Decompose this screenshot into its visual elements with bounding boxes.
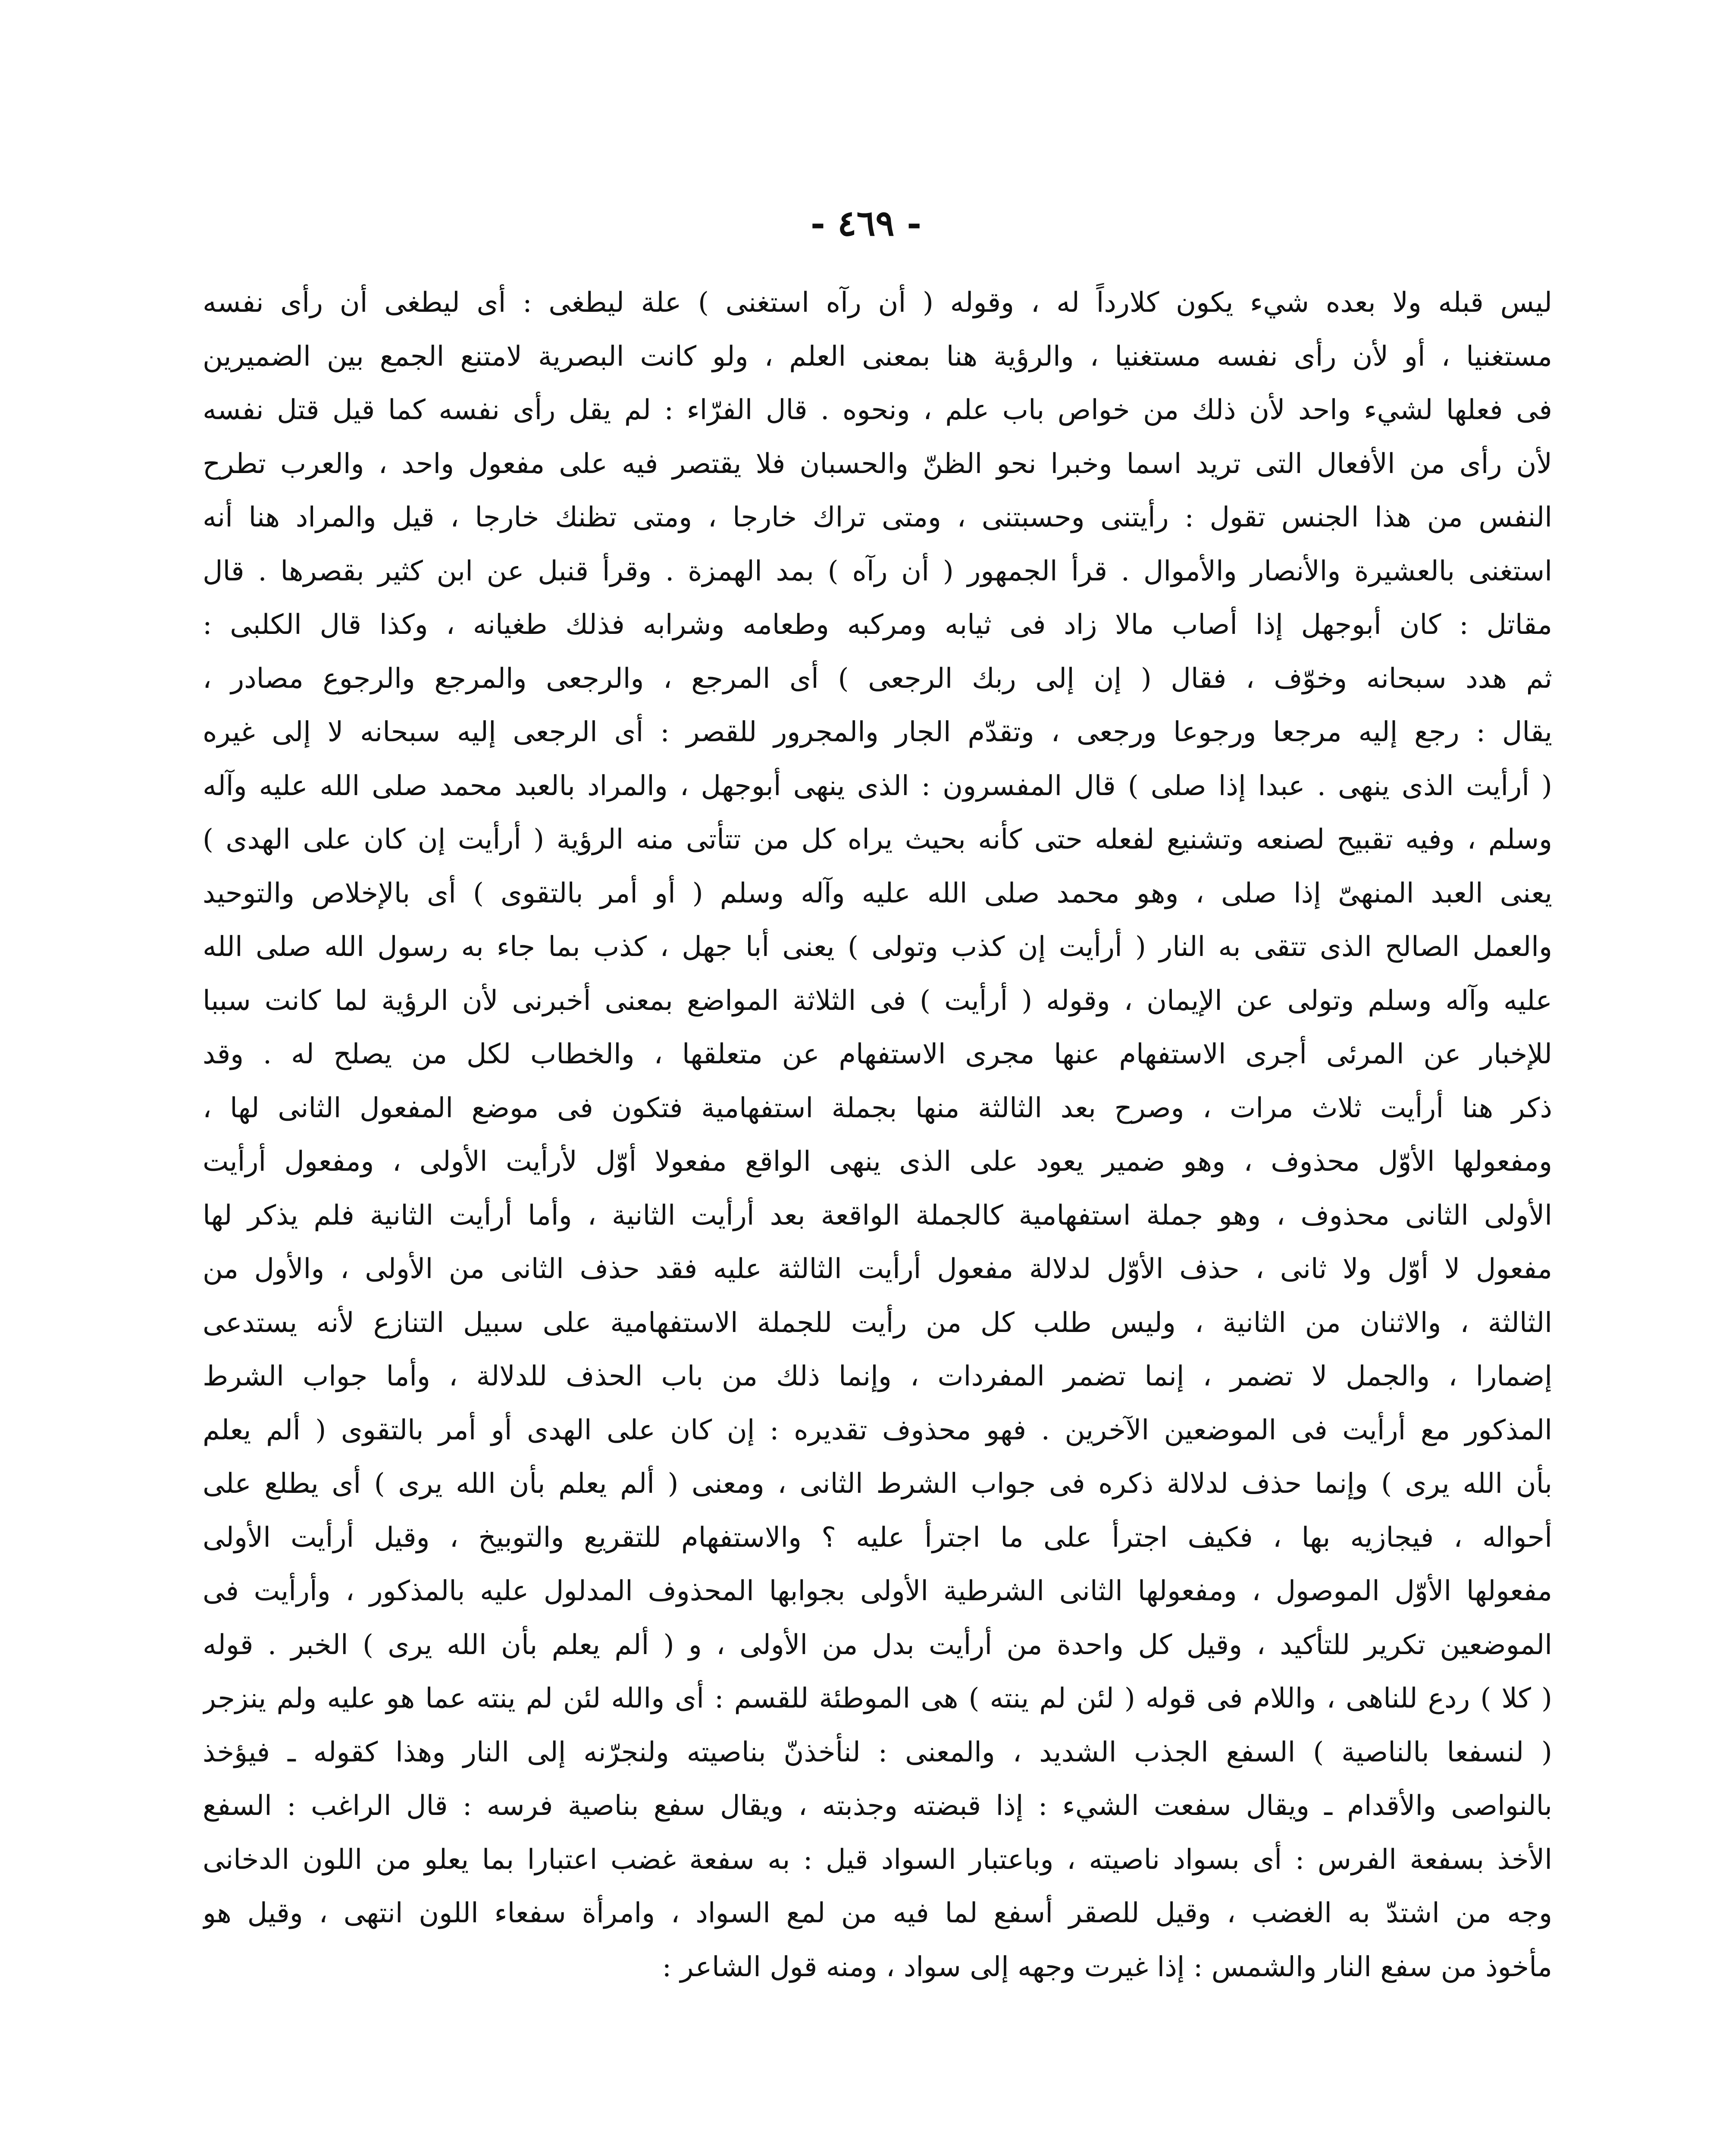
text-line: يقال : رجع إليه مرجعا ورجوعا ورجعى ، وتقدّم الجار والمجرور للقصر : أى الرجعى إليه سبحانه لا إلى غيره: [203, 716, 1552, 748]
text-line: المذكور مع أرأيت فى الموضعين الآخرين . فهو محذوف تقديره : إن كان على الهدى أو أمر بالتقوى ( ألم يعلم: [203, 1414, 1552, 1446]
text-line: النفس من هذا الجنس تقول : رأيتنى وحسبتنى ، ومتى تراك خارجا ، ومتى تظنك خارجا ، قيل والمراد هنا أنه: [203, 501, 1552, 533]
text-line: فى فعلها لشيء واحد لأن ذلك من خواص باب علم ، ونحوه . قال الفرّاء : لم يقل رأى نفسه كما قيل قتل نفسه: [203, 394, 1552, 426]
text-line: استغنى بالعشيرة والأنصار والأموال . قرأ الجمهور ( أن رآه ) بمد الهمزة . وقرأ قنبل عن ابن كثير بقصرها . قال: [203, 555, 1552, 587]
page-number: - ٤٦٩ -: [810, 203, 922, 244]
text-line: مقاتل : كان أبوجهل إذا أصاب مالا زاد فى ثيابه ومركبه وطعامه وشرابه فذلك طغيانه ، وكذا قال الكلبى :: [203, 609, 1552, 641]
text-line: ذكر هنا أرأيت ثلاث مرات ، وصرح بعد الثالثة منها بجملة استفهامية فتكون فى موضع المفعول الثانى لها ،: [203, 1092, 1552, 1124]
text-line: وسلم ، وفيه تقبيح لصنعه وتشنيع لفعله حتى كأنه بحيث يراه كل من تتأتى منه الرؤية ( أرأيت إن كان على الهدى ): [203, 824, 1552, 856]
text-line: بأن الله يرى ) وإنما حذف لدلالة ذكره فى جواب الشرط الثانى ، ومعنى ( ألم يعلم بأن الله يرى ) أى يطلع على: [203, 1468, 1552, 1500]
text-line: ( لنسفعا بالناصية ) السفع الجذب الشديد ، والمعنى : لنأخذنّ بناصيته ولنجرّنه إلى النار وهذا كقوله ـ فيؤخذ: [203, 1736, 1552, 1768]
text-line: مفعول لا أوّل ولا ثانى ، حذف الأوّل لدلالة مفعول أرأيت الثالثة عليه فقد حذف الثانى من الأولى ، والأول من: [203, 1253, 1552, 1285]
text-line: يعنى العبد المنهىّ إذا صلى ، وهو محمد صلى الله عليه وآله وسلم ( أو أمر بالتقوى ) أى بالإخلاص والتوحيد: [203, 877, 1552, 909]
text-line: والعمل الصالح الذى تتقى به النار ( أرأيت إن كذب وتولى ) يعنى أبا جهل ، كذب بما جاء به رسول الله صلى الله: [203, 931, 1552, 963]
text-line: الأخذ بسفعة الفرس : أى بسواد ناصيته ، وباعتبار السواد قيل : به سفعة غضب اعتبارا بما يعلو من اللون الدخانى: [203, 1843, 1552, 1876]
text-line: الثالثة ، والاثنان من الثانية ، وليس طلب كل من رأيت للجملة الاستفهامية على سبيل التنازع لأنه يستدعى: [203, 1307, 1552, 1339]
body-text: [203, 276, 1552, 1994]
text-line: مفعولها الأوّل الموصول ، ومفعولها الثانى الشرطية الأولى بجوابها المحذوف المدلول عليه بالمذكور ، وأرأيت فى: [203, 1575, 1552, 1607]
text-line: وجه من اشتدّ به الغضب ، وقيل للصقر أسفع لما فيه من لمع السواد ، وامرأة سفعاء اللون انتهى ، وقيل هو: [203, 1897, 1552, 1929]
text-line: عليه وآله وسلم وتولى عن الإيمان ، وقوله ( أرأيت ) فى الثلاثة المواضع بمعنى أخبرنى لأن الرؤية لما كانت سببا: [203, 984, 1552, 1017]
text-line: لأن رأى من الأفعال التى تريد اسما وخبرا نحو الظنّ والحسبان فلا يقتصر فيه على مفعول واحد ، والعرب تطرح: [203, 448, 1552, 480]
text-line: ( أرأيت الذى ينهى . عبدا إذا صلى ) قال المفسرون : الذى ينهى أبوجهل ، والمراد بالعبد محمد صلى الله عليه وآله: [203, 770, 1552, 802]
text-line: ثم هدد سبحانه وخوّف ، فقال ( إن إلى ربك الرجعى ) أى المرجع ، والرجعى والمرجع والرجوع مصادر ،: [203, 662, 1552, 695]
text-line: ليس قبله ولا بعده شيء يكون كلارداً له ، وقوله ( أن رآه استغنى ) علة ليطغى : أى ليطغى أن رأى نفسه: [203, 287, 1552, 319]
text-line: الأولى الثانى محذوف ، وهو جملة استفهامية كالجملة الواقعة بعد أرأيت الثانية ، وأما أرأيت الثانية فلم يذكر لها: [203, 1199, 1552, 1232]
text-line: الموضعين تكرير للتأكيد ، وقيل كل واحدة من أرأيت بدل من الأولى ، و ( ألم يعلم بأن الله يرى ) الخبر . قوله: [203, 1629, 1552, 1661]
text-line: ومفعولها الأوّل محذوف ، وهو ضمير يعود على الذى ينهى الواقع مفعولا أوّل لأرأيت الأولى ، ومفعول أرأيت: [203, 1146, 1552, 1178]
text-line: إضمارا ، والجمل لا تضمر ، إنما تضمر المفردات ، وإنما ذلك من باب الحذف للدلالة ، وأما جواب الشرط: [203, 1360, 1552, 1392]
text-line: للإخبار عن المرئى أجرى الاستفهام عنها مجرى الاستفهام عن متعلقها ، والخطاب لكل من يصلح له . وقد: [203, 1038, 1552, 1070]
text-line: ( كلا ) ردع للناهى ، واللام فى قوله ( لئن لم ينته ) هى الموطئة للقسم : أى والله لئن لم ينته عما هو عليه ولم ينزجر: [203, 1683, 1552, 1714]
text-line: أحواله ، فيجازيه بها ، فكيف اجترأ على ما اجترأ عليه ؟ والاستفهام للتقريع والتوبيخ ، وقيل أرأيت الأولى: [203, 1521, 1552, 1554]
text-line: مأخوذ من سفع النار والشمس : إذا غيرت وجهه إلى سواد ، ومنه قول الشاعر :: [662, 1951, 1552, 1983]
text-line: مستغنيا ، أو لأن رأى نفسه مستغنيا ، والرؤية هنا بمعنى العلم ، ولو كانت البصرية لامتنع الجمع بين الضميرين: [203, 340, 1552, 373]
text-line: بالنواصى والأقدام ـ ويقال سفعت الشيء : إذا قبضته وجذبته ، ويقال سفع بناصية فرسه : قال الراغب : السفع: [203, 1790, 1552, 1822]
